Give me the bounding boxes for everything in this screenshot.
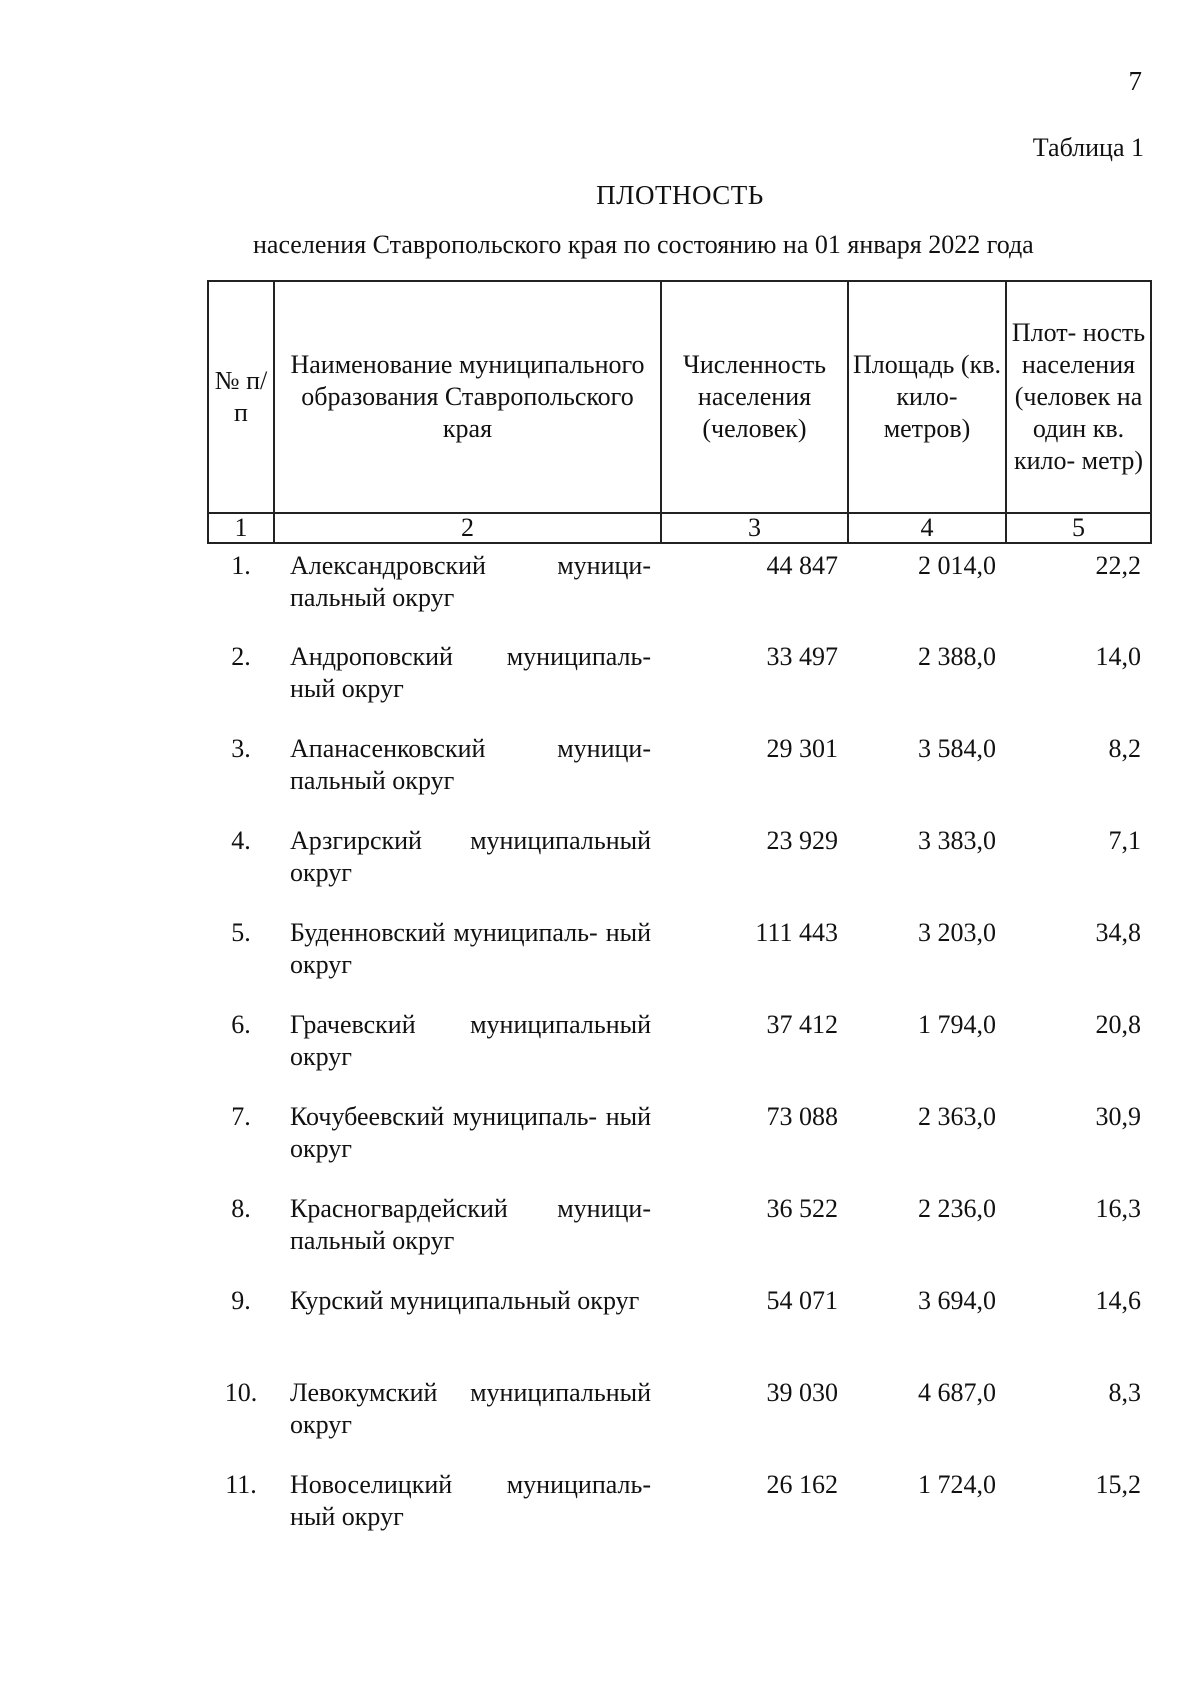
municipality-name: Апанасенковский муници- пальный округ: [290, 734, 651, 795]
population-value: 44 847: [766, 551, 838, 580]
municipality-name: Александровский муници- пальный округ: [290, 551, 651, 612]
density-value: 20,8: [1095, 1010, 1141, 1039]
table-row: [208, 819, 1151, 911]
column-number: 5: [1006, 513, 1151, 543]
population-value: 23 929: [766, 826, 838, 855]
area-value: 3 584,0: [918, 734, 996, 763]
header-density: Плот- ность населения (человек на один кв. кило- метр): [1006, 281, 1151, 513]
density-value: 15,2: [1095, 1470, 1141, 1499]
density-value: 16,3: [1095, 1194, 1141, 1223]
row-number: 5.: [231, 918, 251, 947]
table-row: [208, 635, 1151, 727]
header-municipality-name: Наименование муниципального образования Ставропольского края: [274, 281, 661, 513]
table-row: [208, 1003, 1151, 1095]
row-number: 7.: [231, 1102, 251, 1131]
table-row: [208, 1463, 1151, 1555]
column-number: 2: [274, 513, 661, 543]
density-value: 30,9: [1095, 1102, 1141, 1131]
table-header-row: [208, 281, 1151, 513]
population-value: 54 071: [766, 1286, 838, 1315]
header-number: № п/п: [208, 281, 274, 513]
municipality-name: Кочубеевский муниципаль- ный округ: [290, 1102, 651, 1163]
header-population: Численность населения (человек): [661, 281, 848, 513]
density-value: 14,6: [1095, 1286, 1141, 1315]
row-number: 10.: [224, 1378, 258, 1407]
area-value: 3 203,0: [918, 918, 996, 947]
row-number: 2.: [231, 642, 251, 671]
municipality-name: Андроповский муниципаль- ный округ: [290, 642, 651, 703]
column-number: 4: [848, 513, 1006, 543]
table-row: [208, 1095, 1151, 1187]
table-body: [208, 543, 1151, 1555]
density-value: 22,2: [1095, 551, 1141, 580]
area-value: 2 388,0: [918, 642, 996, 671]
column-number: 1: [208, 513, 274, 543]
column-number: 3: [661, 513, 848, 543]
density-value: 8,2: [1108, 734, 1141, 763]
municipality-name: Левокумский муниципальный округ: [290, 1378, 651, 1439]
table-row: [208, 1187, 1151, 1279]
row-number: 4.: [231, 826, 251, 855]
row-number: 9.: [231, 1286, 251, 1315]
area-value: 1 724,0: [918, 1470, 996, 1499]
density-value: 8,3: [1108, 1378, 1141, 1407]
population-value: 39 030: [766, 1378, 838, 1407]
area-value: 2 363,0: [918, 1102, 996, 1131]
table-row: [208, 1371, 1151, 1463]
population-value: 73 088: [766, 1102, 838, 1131]
area-value: 3 694,0: [918, 1286, 996, 1315]
header-area: Площадь (кв. кило- метров): [848, 281, 1006, 513]
population-value: 36 522: [766, 1194, 838, 1223]
row-number: 3.: [231, 734, 251, 763]
population-value: 29 301: [766, 734, 838, 763]
density-value: 7,1: [1108, 826, 1141, 855]
row-number: 1.: [231, 551, 251, 580]
document-subtitle: населения Ставропольского края по состоянию на 01 января 2022 года: [253, 230, 1034, 259]
row-number: 11.: [225, 1470, 257, 1499]
area-value: 1 794,0: [918, 1010, 996, 1039]
area-value: 2 014,0: [918, 551, 996, 580]
table-caption: Таблица 1: [1032, 133, 1144, 162]
population-value: 26 162: [766, 1470, 838, 1499]
municipality-name: Новоселицкий муниципаль- ный округ: [290, 1470, 651, 1531]
municipality-name: Красногвардейский муници- пальный округ: [290, 1194, 651, 1255]
document-title: ПЛОТНОСТЬ: [596, 180, 764, 210]
population-value: 37 412: [766, 1010, 838, 1039]
density-value: 34,8: [1095, 918, 1141, 947]
row-number: 8.: [231, 1194, 251, 1223]
area-value: 3 383,0: [918, 826, 996, 855]
municipality-name: Буденновский муниципаль- ный округ: [290, 918, 651, 979]
area-value: 2 236,0: [918, 1194, 996, 1223]
population-value: 33 497: [766, 642, 838, 671]
page-number: 7: [1128, 66, 1142, 96]
municipality-name: Курский муниципальный округ: [290, 1286, 640, 1315]
column-number-row: [208, 513, 1151, 543]
area-value: 4 687,0: [918, 1378, 996, 1407]
municipality-name: Арзгирский муниципальный округ: [290, 826, 651, 887]
row-number: 6.: [231, 1010, 251, 1039]
table-row: [208, 727, 1151, 819]
table-row: [208, 1279, 1151, 1371]
municipality-name: Грачевский муниципальный округ: [290, 1010, 651, 1071]
population-value: 111 443: [755, 918, 838, 947]
table-row: [208, 543, 1151, 635]
population-density-table: [207, 280, 1152, 1555]
table-row: [208, 911, 1151, 1003]
density-value: 14,0: [1095, 642, 1141, 671]
